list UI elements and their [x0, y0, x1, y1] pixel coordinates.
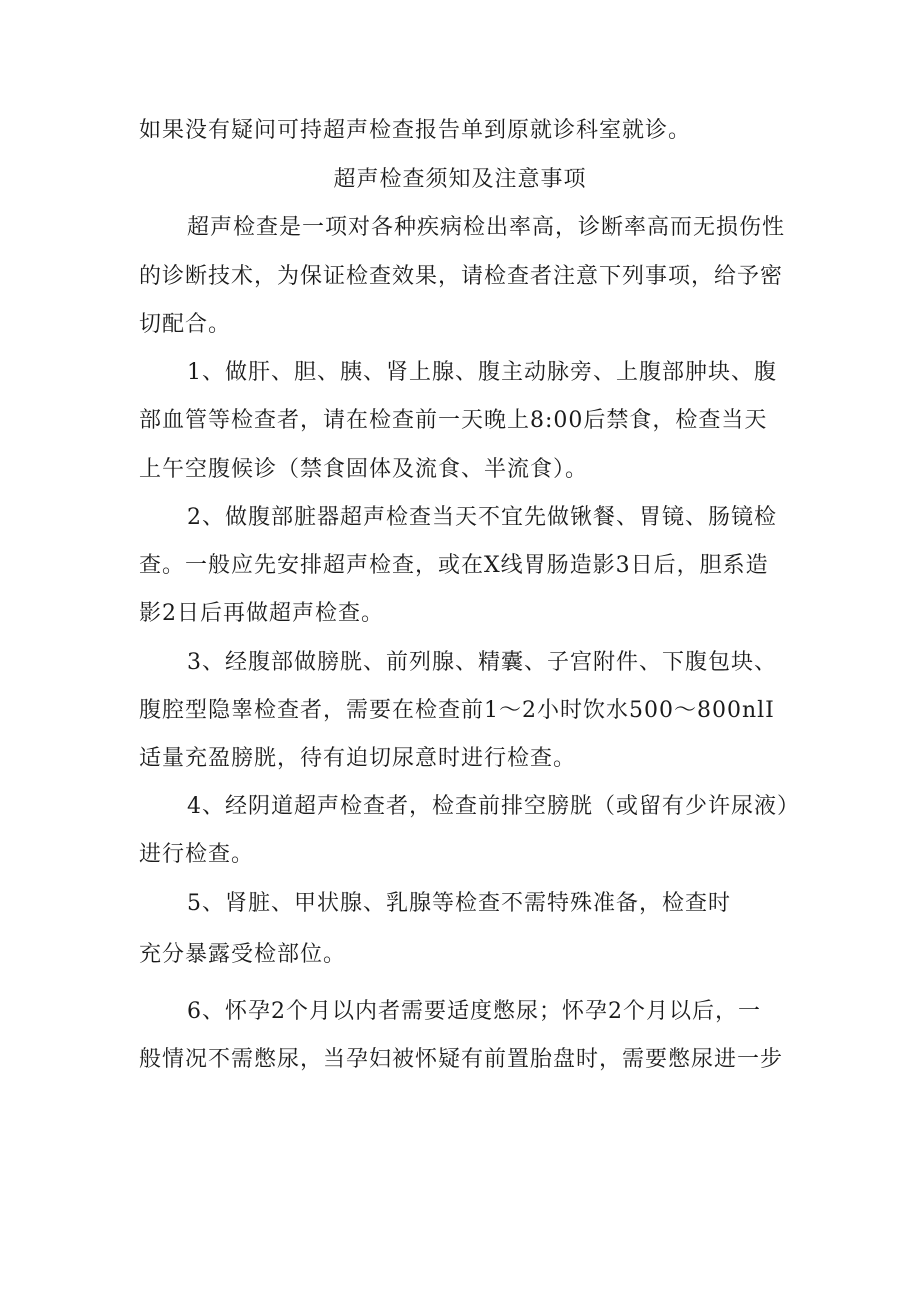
intro-line: 如果没有疑问可持超声检查报告单到原就诊科室就诊。 — [139, 118, 692, 143]
paragraph-line: 部血管等检查者，请在检查前一天晚上8:00后禁食，检查当天 — [139, 408, 768, 433]
paragraph-line: 6、怀孕2个月以内者需要适度憋尿；怀孕2个月以后，一 — [187, 999, 761, 1024]
paragraph-line: 般情况不需憋尿，当孕妇被怀疑有前置胎盘时，需要憋尿进一步 — [139, 1047, 784, 1072]
paragraph-line: 影2日后再做超声检查。 — [139, 601, 384, 626]
paragraph-line: 充分暴露受检部位。 — [139, 942, 347, 967]
paragraph-line: 查。一般应先安排超声检查，或在X线胃肠造影3日后，胆系造 — [139, 553, 769, 578]
paragraph-line: 1、做肝、胆、胰、肾上腺、腹主动脉旁、上腹部肿块、腹 — [187, 360, 777, 385]
paragraph-line: 进行检查。 — [139, 842, 255, 867]
paragraph-line: 的诊断技术，为保证检查效果，请检查者注意下列事项，给予密 — [139, 264, 784, 289]
paragraph-line: 适量充盈膀胱，待有迫切尿意时进行检查。 — [139, 746, 577, 771]
section-title: 超声检查须知及注意事项 — [333, 167, 587, 192]
paragraph-line: 3、经腹部做膀胱、前列腺、精囊、子宫附件、下腹包块、 — [187, 650, 777, 675]
paragraph-line: 切配合。 — [139, 312, 232, 337]
paragraph-line: 腹腔型隐睾检查者，需要在检查前1～2小时饮水500～800nlI — [139, 698, 775, 723]
paragraph-line: 4、经阴道超声检查者，检查前排空膀胱（或留有少许尿液） — [187, 794, 800, 819]
paragraph-line: 5、肾脏、甲状腺、乳腺等检查不需特殊准备，检查时 — [187, 891, 731, 916]
paragraph-line: 2、做腹部脏器超声检查当天不宜先做锹餐、胃镜、肠镜检 — [187, 505, 777, 530]
paragraph-line: 上午空腹候诊（禁食固体及流食、半流食）。 — [139, 457, 589, 482]
paragraph-line: 超声检查是一项对各种疾病检出率高，诊断率高而无损伤性 — [187, 215, 786, 240]
